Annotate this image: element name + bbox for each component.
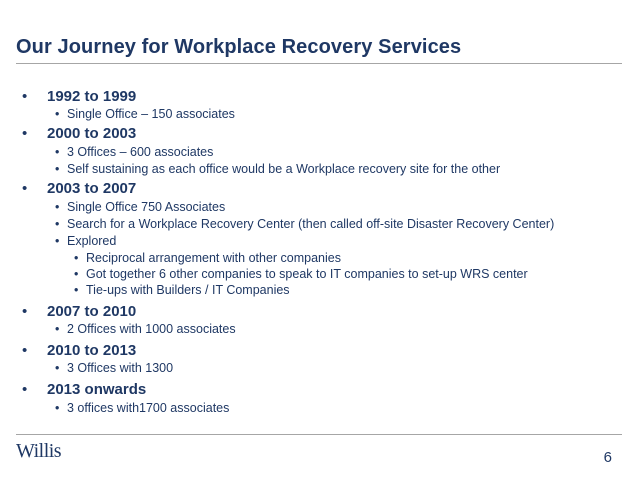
timeline-detail [55, 107, 235, 121]
bullet: • [55, 361, 60, 375]
period-label: 2013 onwards [47, 381, 147, 398]
bullet: • [55, 145, 60, 159]
bullet: • [22, 125, 28, 142]
timeline-period-2003-2007 [22, 180, 136, 197]
detail-text: Self sustaining as each office would be a Workplace recovery site for the other [67, 162, 501, 176]
timeline-detail [55, 217, 554, 231]
bullet: • [22, 180, 28, 197]
timeline-detail [55, 200, 225, 214]
detail-text: Search for a Workplace Recovery Center (then called off-site Disaster Recovery Center) [67, 217, 555, 231]
bullet: • [55, 234, 60, 248]
bullet: • [74, 251, 79, 265]
footer-divider [16, 434, 622, 435]
bullet: • [55, 162, 60, 176]
timeline-period-2000-2003 [22, 125, 136, 142]
timeline-detail [55, 162, 500, 176]
timeline-detail [55, 322, 236, 336]
bullet: • [55, 217, 60, 231]
timeline-period-2010-2013 [22, 342, 136, 359]
timeline-subdetail [74, 283, 290, 297]
subdetail-text: Reciprocal arrangement with other companies [86, 251, 341, 265]
detail-text: 3 Offices with 1300 [67, 361, 174, 375]
detail-text: 3 Offices – 600 associates [67, 145, 214, 159]
timeline-detail [55, 145, 213, 159]
period-label: 2000 to 2003 [47, 125, 137, 142]
slide-title: Our Journey for Workplace Recovery Services [16, 36, 462, 58]
page-number: 6 [603, 449, 612, 466]
detail-text: Single Office – 150 associates [67, 107, 235, 121]
subdetail-text: Got together 6 other companies to speak to IT companies to set-up WRS center [86, 267, 528, 281]
detail-text: 2 Offices with 1000 associates [67, 322, 236, 336]
timeline-period-1992-1999 [22, 88, 136, 105]
bullet: • [74, 267, 79, 281]
detail-text: 3 offices with1700 associates [67, 401, 230, 415]
bullet: • [55, 401, 60, 415]
detail-text: Single Office 750 Associates [67, 200, 226, 214]
timeline-period-2007-2010 [22, 303, 136, 320]
willis-logo: Willis [16, 440, 62, 462]
period-label: 2007 to 2010 [47, 303, 137, 320]
bullet: • [55, 322, 60, 336]
period-label: 1992 to 1999 [47, 88, 137, 105]
timeline-subdetail [74, 251, 341, 265]
title-divider [16, 63, 622, 64]
bullet: • [22, 303, 28, 320]
timeline-detail [55, 361, 173, 375]
bullet: • [22, 381, 28, 398]
timeline-subdetail [74, 267, 528, 281]
timeline-period-2013-onwards [22, 381, 146, 398]
bullet: • [74, 283, 79, 297]
timeline-detail [55, 234, 116, 248]
detail-text: Explored [67, 234, 117, 248]
subdetail-text: Tie-ups with Builders / IT Companies [86, 283, 290, 297]
bullet: • [55, 200, 60, 214]
timeline-detail [55, 401, 229, 415]
bullet: • [22, 342, 28, 359]
period-label: 2010 to 2013 [47, 342, 137, 359]
bullet: • [55, 107, 60, 121]
bullet: • [22, 88, 28, 105]
period-label: 2003 to 2007 [47, 180, 137, 197]
